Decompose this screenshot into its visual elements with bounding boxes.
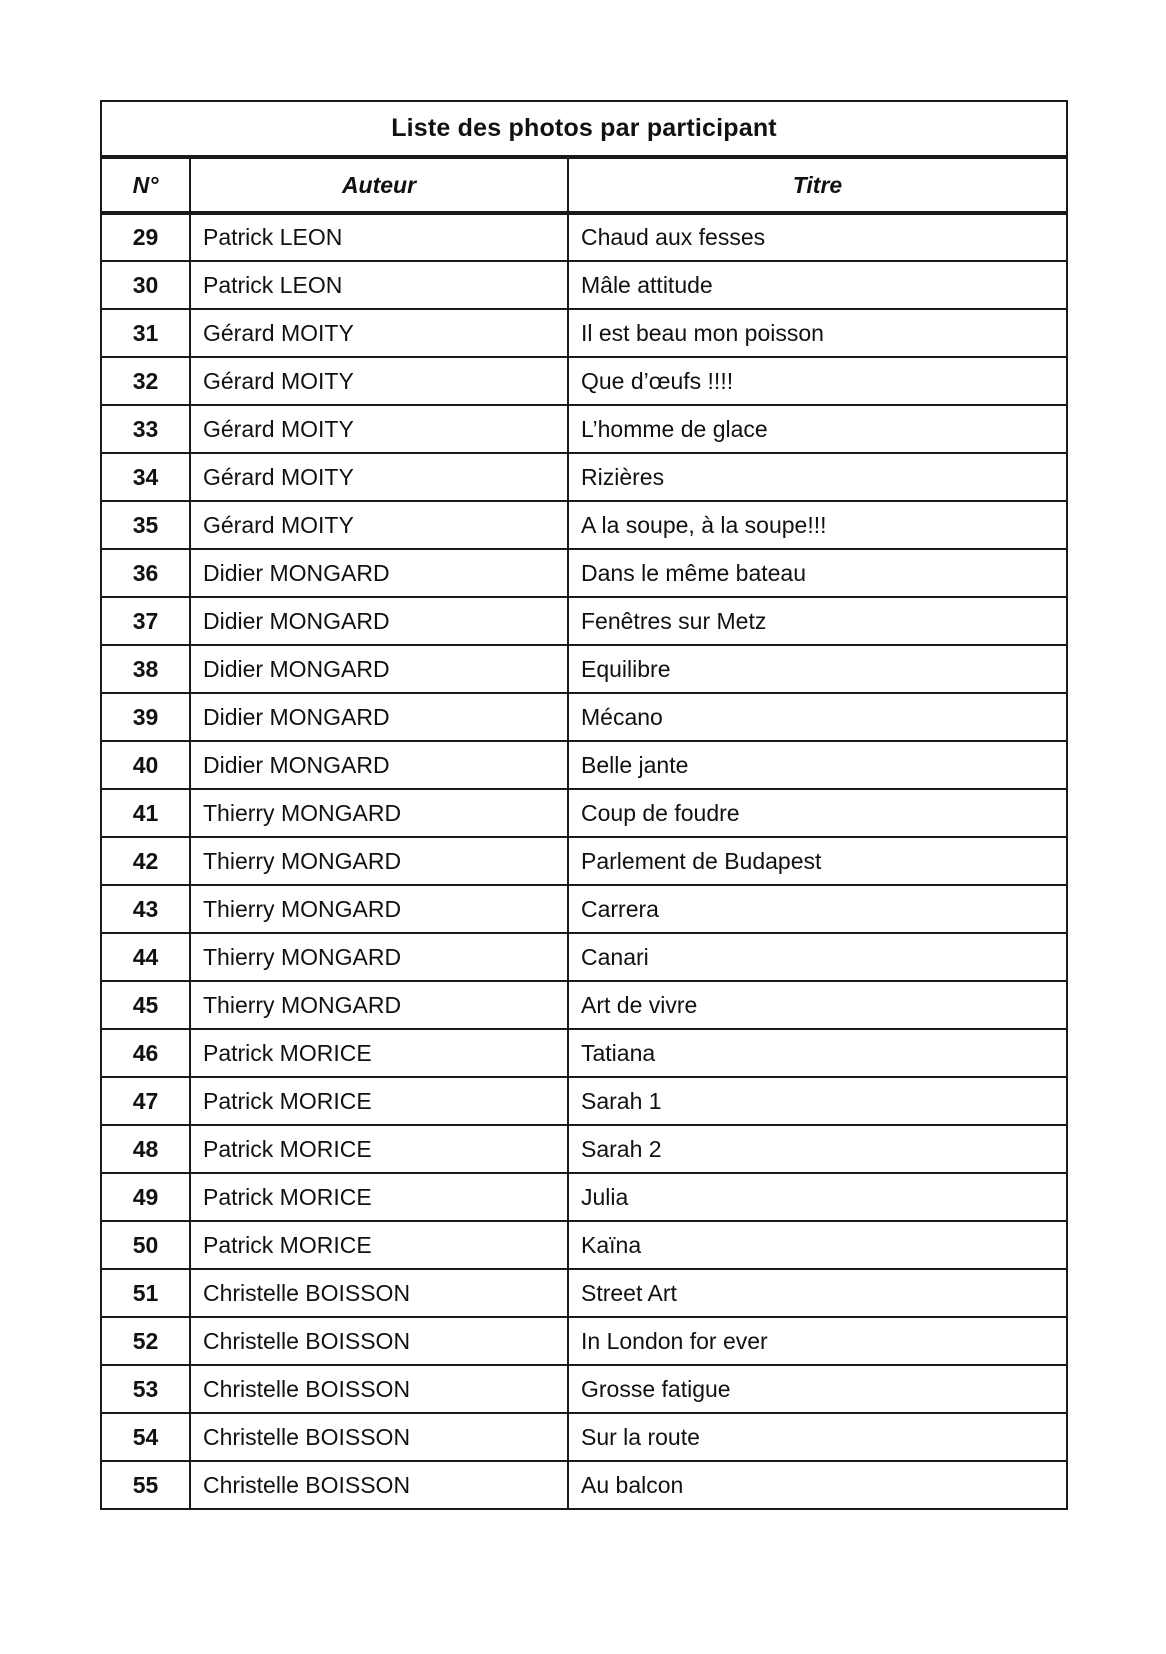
- photo-title-cell: Julia: [568, 1173, 1067, 1221]
- author-cell: Patrick MORICE: [190, 1173, 568, 1221]
- photo-number-cell: 30: [101, 261, 190, 309]
- photo-title-cell: Sarah 2: [568, 1125, 1067, 1173]
- table-row: [101, 693, 1067, 741]
- photo-title-cell: Kaïna: [568, 1221, 1067, 1269]
- photo-title-cell: A la soupe, à la soupe!!!: [568, 501, 1067, 549]
- photo-number-cell: 32: [101, 357, 190, 405]
- column-header-author: Auteur: [190, 157, 568, 213]
- photo-title-cell: Belle jante: [568, 741, 1067, 789]
- photo-title-cell: Art de vivre: [568, 981, 1067, 1029]
- photo-number-cell: 33: [101, 405, 190, 453]
- table-row: [101, 1365, 1067, 1413]
- photo-title-cell: Coup de foudre: [568, 789, 1067, 837]
- table-row: [101, 261, 1067, 309]
- photo-number-cell: 35: [101, 501, 190, 549]
- photo-title-cell: Mécano: [568, 693, 1067, 741]
- author-cell: Patrick MORICE: [190, 1077, 568, 1125]
- author-cell: Patrick LEON: [190, 261, 568, 309]
- photo-number-cell: 49: [101, 1173, 190, 1221]
- photo-title-cell: Rizières: [568, 453, 1067, 501]
- table-row: [101, 789, 1067, 837]
- photo-title-cell: Fenêtres sur Metz: [568, 597, 1067, 645]
- table-row: [101, 1077, 1067, 1125]
- author-cell: Gérard MOITY: [190, 501, 568, 549]
- column-header-number: N°: [101, 157, 190, 213]
- author-cell: Thierry MONGARD: [190, 933, 568, 981]
- photo-number-cell: 38: [101, 645, 190, 693]
- photo-title-cell: In London for ever: [568, 1317, 1067, 1365]
- photo-title-cell: Chaud aux fesses: [568, 213, 1067, 261]
- table-title-row: [101, 101, 1067, 157]
- photo-number-cell: 39: [101, 693, 190, 741]
- photo-title-cell: Il est beau mon poisson: [568, 309, 1067, 357]
- author-cell: Patrick MORICE: [190, 1221, 568, 1269]
- photo-number-cell: 52: [101, 1317, 190, 1365]
- table-row: [101, 981, 1067, 1029]
- photo-number-cell: 51: [101, 1269, 190, 1317]
- photo-number-cell: 34: [101, 453, 190, 501]
- author-cell: Christelle BOISSON: [190, 1413, 568, 1461]
- author-cell: Christelle BOISSON: [190, 1365, 568, 1413]
- photo-list-table: [100, 100, 1068, 1510]
- photo-title-cell: Carrera: [568, 885, 1067, 933]
- photo-title-cell: Grosse fatigue: [568, 1365, 1067, 1413]
- photo-number-cell: 47: [101, 1077, 190, 1125]
- table-header-row: [101, 157, 1067, 213]
- photo-number-cell: 43: [101, 885, 190, 933]
- photo-title-cell: Parlement de Budapest: [568, 837, 1067, 885]
- table-row: [101, 933, 1067, 981]
- table-row: [101, 885, 1067, 933]
- photo-number-cell: 48: [101, 1125, 190, 1173]
- photo-number-cell: 40: [101, 741, 190, 789]
- photo-title-cell: Dans le même bateau: [568, 549, 1067, 597]
- table-body: [101, 213, 1067, 1509]
- table-row: [101, 549, 1067, 597]
- table-row: [101, 741, 1067, 789]
- photo-title-cell: Au balcon: [568, 1461, 1067, 1509]
- table-row: [101, 1173, 1067, 1221]
- author-cell: Gérard MOITY: [190, 453, 568, 501]
- author-cell: Patrick MORICE: [190, 1125, 568, 1173]
- author-cell: Patrick MORICE: [190, 1029, 568, 1077]
- photo-number-cell: 37: [101, 597, 190, 645]
- table-row: [101, 1029, 1067, 1077]
- photo-number-cell: 42: [101, 837, 190, 885]
- author-cell: Christelle BOISSON: [190, 1317, 568, 1365]
- table-row: [101, 597, 1067, 645]
- photo-number-cell: 31: [101, 309, 190, 357]
- photo-number-cell: 45: [101, 981, 190, 1029]
- author-cell: Patrick LEON: [190, 213, 568, 261]
- column-header-title: Titre: [568, 157, 1067, 213]
- photo-title-cell: Que d’œufs !!!!: [568, 357, 1067, 405]
- author-cell: Gérard MOITY: [190, 357, 568, 405]
- table-row: [101, 501, 1067, 549]
- photo-title-cell: Canari: [568, 933, 1067, 981]
- table-row: [101, 309, 1067, 357]
- author-cell: Thierry MONGARD: [190, 837, 568, 885]
- author-cell: Thierry MONGARD: [190, 789, 568, 837]
- table-row: [101, 405, 1067, 453]
- table-title: Liste des photos par participant: [101, 101, 1067, 157]
- table-row: [101, 1413, 1067, 1461]
- author-cell: Gérard MOITY: [190, 309, 568, 357]
- photo-number-cell: 29: [101, 213, 190, 261]
- photo-number-cell: 50: [101, 1221, 190, 1269]
- author-cell: Thierry MONGARD: [190, 885, 568, 933]
- table-row: [101, 213, 1067, 261]
- table-row: [101, 1125, 1067, 1173]
- photo-number-cell: 46: [101, 1029, 190, 1077]
- photo-title-cell: Equilibre: [568, 645, 1067, 693]
- author-cell: Thierry MONGARD: [190, 981, 568, 1029]
- author-cell: Didier MONGARD: [190, 693, 568, 741]
- photo-title-cell: Sur la route: [568, 1413, 1067, 1461]
- table-row: [101, 1461, 1067, 1509]
- photo-title-cell: Sarah 1: [568, 1077, 1067, 1125]
- photo-number-cell: 36: [101, 549, 190, 597]
- author-cell: Christelle BOISSON: [190, 1461, 568, 1509]
- photo-number-cell: 44: [101, 933, 190, 981]
- photo-title-cell: L’homme de glace: [568, 405, 1067, 453]
- author-cell: Gérard MOITY: [190, 405, 568, 453]
- photo-number-cell: 41: [101, 789, 190, 837]
- table-row: [101, 1317, 1067, 1365]
- photo-number-cell: 53: [101, 1365, 190, 1413]
- photo-number-cell: 55: [101, 1461, 190, 1509]
- author-cell: Christelle BOISSON: [190, 1269, 568, 1317]
- photo-title-cell: Street Art: [568, 1269, 1067, 1317]
- author-cell: Didier MONGARD: [190, 645, 568, 693]
- table-row: [101, 837, 1067, 885]
- photo-title-cell: Mâle attitude: [568, 261, 1067, 309]
- table-row: [101, 645, 1067, 693]
- photo-number-cell: 54: [101, 1413, 190, 1461]
- photo-title-cell: Tatiana: [568, 1029, 1067, 1077]
- table-row: [101, 453, 1067, 501]
- table-row: [101, 357, 1067, 405]
- author-cell: Didier MONGARD: [190, 597, 568, 645]
- table-row: [101, 1269, 1067, 1317]
- author-cell: Didier MONGARD: [190, 549, 568, 597]
- author-cell: Didier MONGARD: [190, 741, 568, 789]
- table-row: [101, 1221, 1067, 1269]
